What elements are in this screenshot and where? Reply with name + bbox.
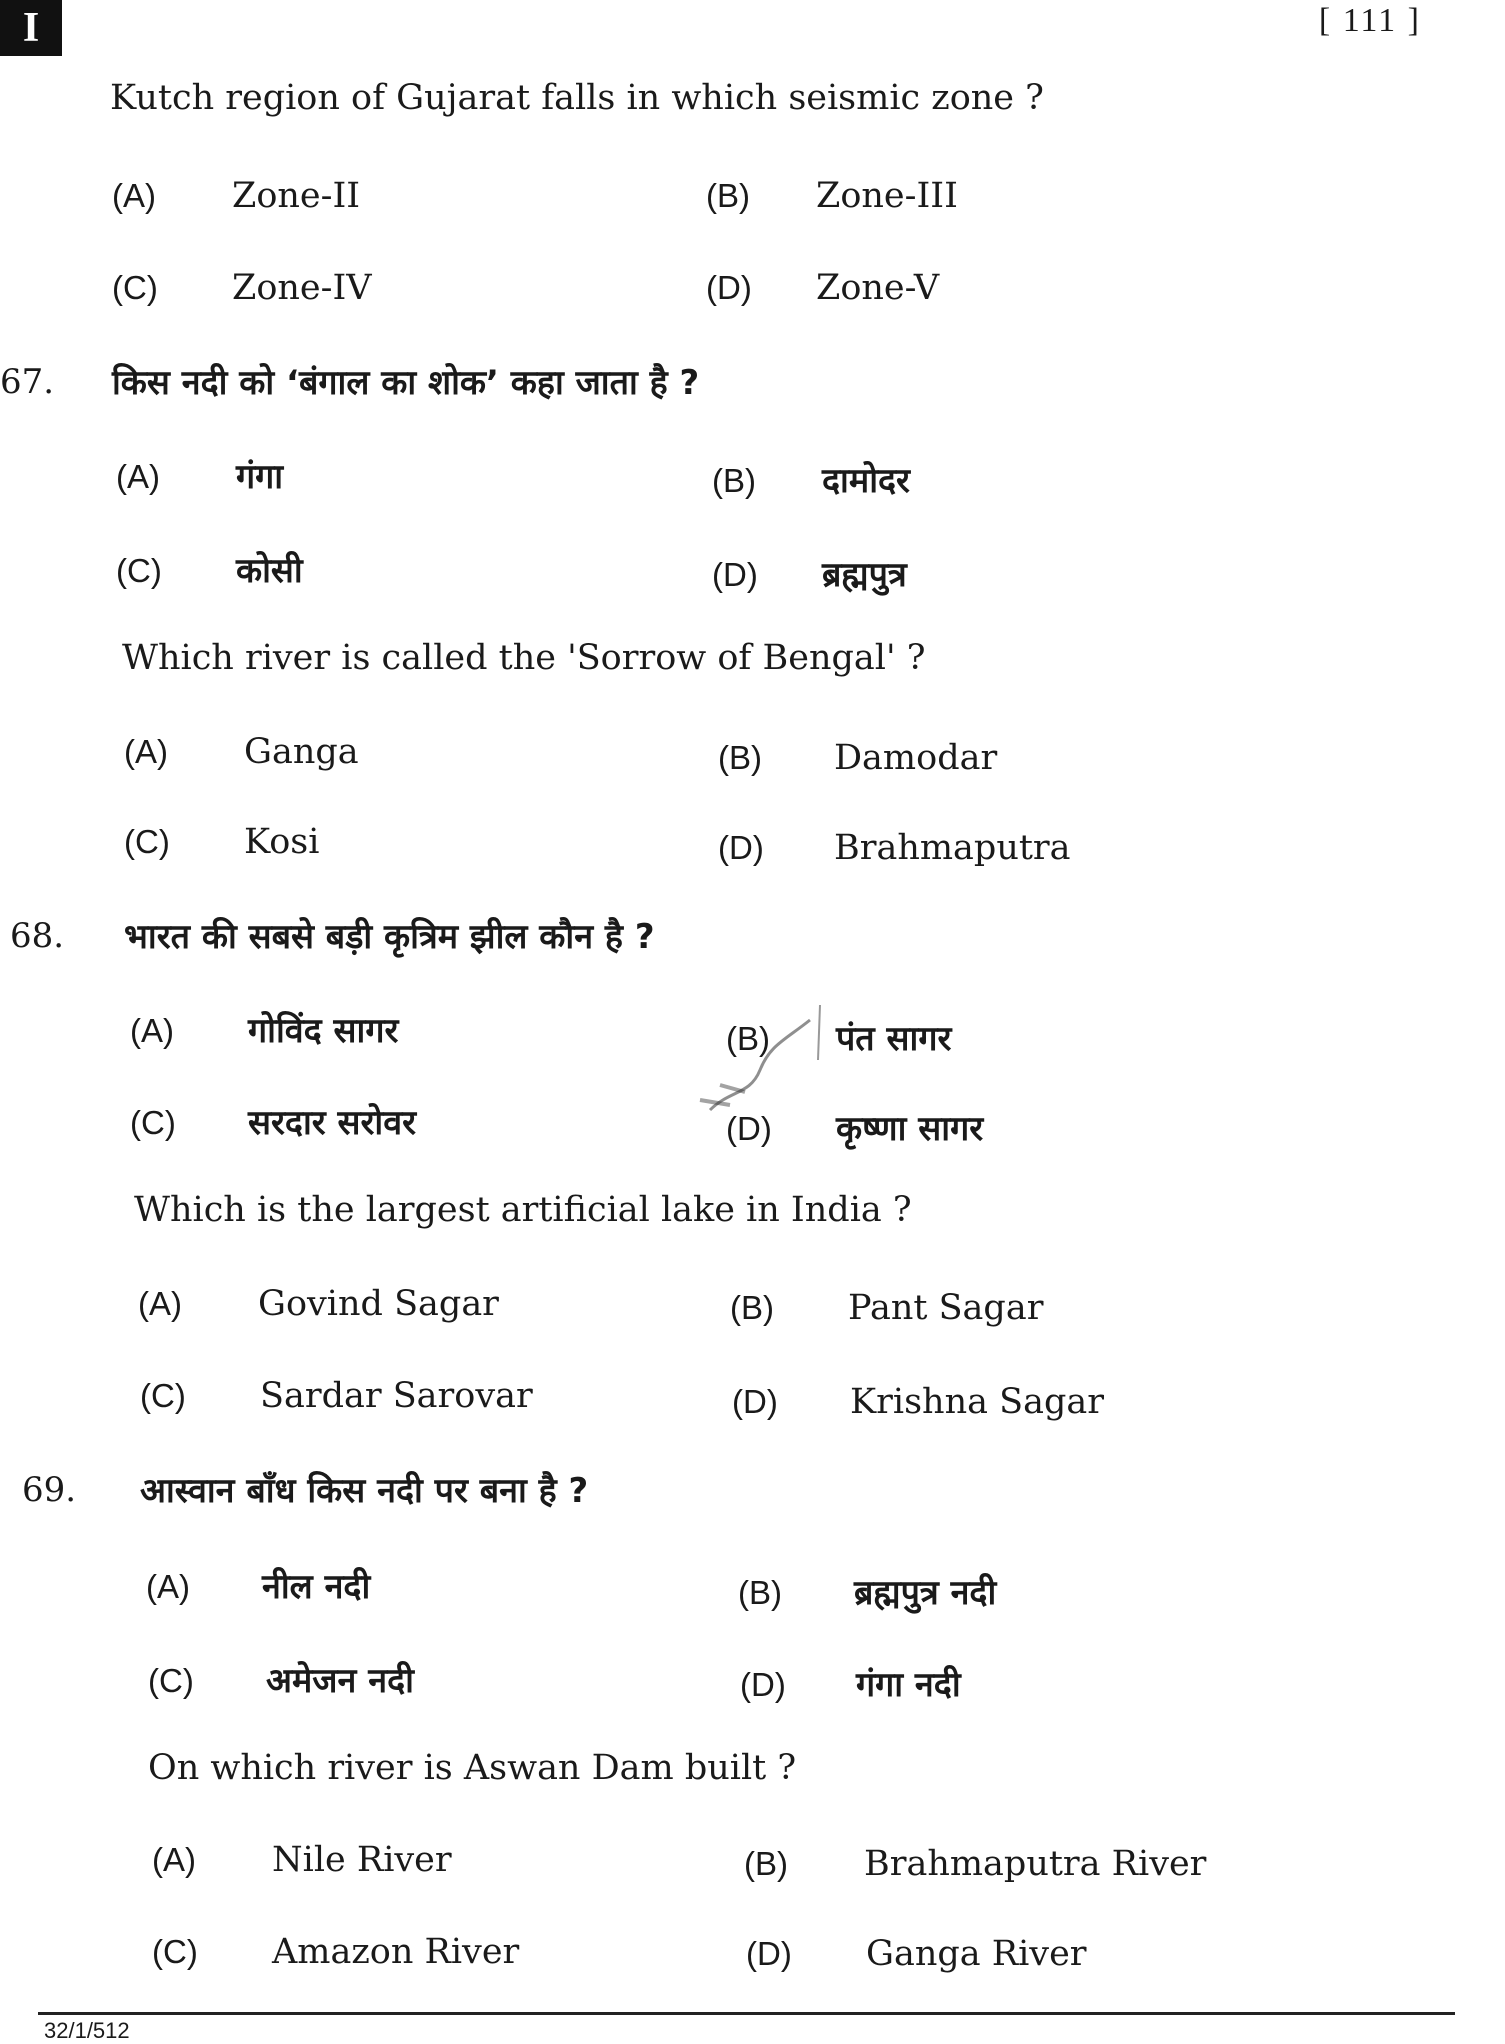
- option-text: Ganga: [244, 732, 359, 772]
- q69-en-option-c[interactable]: [152, 1932, 519, 1972]
- option-text: कृष्णा सागर: [836, 1109, 984, 1149]
- q66-option-a[interactable]: [112, 176, 360, 216]
- q69-hi-option-c[interactable]: [148, 1656, 414, 1702]
- option-text: Zone-III: [816, 176, 958, 216]
- option-text: Damodar: [834, 738, 998, 778]
- q67-en-option-d[interactable]: [718, 828, 1071, 868]
- ink-mark: [690, 1000, 850, 1130]
- section-mark: I: [0, 0, 62, 56]
- option-label: (B): [738, 1574, 782, 1611]
- question-68-hindi: भारत की सबसे बड़ी कृत्रिम झील कौन है ?: [124, 917, 655, 957]
- option-text: Brahmaputra River: [864, 1844, 1207, 1884]
- question-number-67: 67.: [0, 362, 55, 402]
- option-label: (B): [706, 177, 750, 214]
- q69-en-option-a[interactable]: [152, 1840, 452, 1880]
- option-text: ब्रह्मपुत्र नदी: [854, 1573, 997, 1613]
- q66-option-b[interactable]: [706, 176, 958, 216]
- option-label: (C): [116, 552, 162, 589]
- q69-en-option-b[interactable]: [744, 1844, 1206, 1884]
- option-text: Nile River: [272, 1840, 452, 1880]
- option-label: (A): [124, 733, 168, 770]
- option-text: सरदार सरोवर: [248, 1103, 416, 1143]
- q67-en-option-b[interactable]: [718, 738, 997, 778]
- q67-hi-option-c[interactable]: [116, 546, 303, 592]
- option-label: (B): [718, 739, 762, 776]
- option-label: (A): [138, 1285, 182, 1322]
- question-68-english: Which is the largest artificial lake in India ?: [134, 1190, 912, 1230]
- q66-option-d[interactable]: [706, 268, 939, 308]
- footer-rule: [38, 2012, 1455, 2015]
- option-label: (C): [112, 269, 158, 306]
- option-label: (D): [712, 556, 758, 593]
- option-label: (D): [732, 1383, 778, 1420]
- option-text: नील नदी: [262, 1567, 371, 1607]
- option-label: (A): [152, 1841, 196, 1878]
- option-text: Kosi: [244, 822, 320, 862]
- q68-en-option-d[interactable]: [732, 1382, 1104, 1422]
- q69-en-option-d[interactable]: [746, 1934, 1087, 1974]
- question-number-69: 69.: [22, 1470, 77, 1510]
- option-text: Zone-II: [232, 176, 361, 216]
- question-number-68: 68.: [10, 916, 65, 956]
- option-text: गंगा: [236, 457, 284, 497]
- option-text: Sardar Sarovar: [260, 1376, 533, 1416]
- option-text: Pant Sagar: [848, 1288, 1044, 1328]
- option-text: ब्रह्मपुत्र: [822, 555, 907, 595]
- option-text: कोसी: [236, 551, 303, 591]
- q69-hi-option-a[interactable]: [146, 1562, 370, 1608]
- option-label: (C): [140, 1377, 186, 1414]
- option-text: Zone-IV: [232, 268, 372, 308]
- option-label: (A): [130, 1012, 174, 1049]
- option-label: (B): [744, 1845, 788, 1882]
- q67-en-option-c[interactable]: [124, 822, 319, 862]
- option-label: (B): [726, 1020, 770, 1057]
- q67-hi-option-a[interactable]: [116, 452, 283, 498]
- footer-code: 32/1/512: [44, 2018, 130, 2043]
- option-text: Zone-V: [816, 268, 940, 308]
- question-67-english: Which river is called the 'Sorrow of Bengal' ?: [122, 638, 926, 678]
- option-label: (D): [718, 829, 764, 866]
- q68-en-option-c[interactable]: [140, 1376, 533, 1416]
- option-label: (C): [130, 1104, 176, 1141]
- option-label: (C): [124, 823, 170, 860]
- question-66-english: Kutch region of Gujarat falls in which seismic zone ?: [110, 78, 1044, 118]
- option-label: (A): [116, 458, 160, 495]
- q68-en-option-b[interactable]: [730, 1288, 1043, 1328]
- option-text: पंत सागर: [836, 1019, 952, 1059]
- option-label: (D): [706, 269, 752, 306]
- option-label: (B): [712, 462, 756, 499]
- q67-en-option-a[interactable]: [124, 732, 359, 772]
- q68-hi-option-a[interactable]: [130, 1006, 398, 1052]
- option-text: Ganga River: [866, 1934, 1087, 1974]
- page-number: [ 111 ]: [1318, 2, 1421, 39]
- option-text: गंगा नदी: [856, 1665, 961, 1705]
- question-69-english: On which river is Aswan Dam built ?: [148, 1748, 797, 1788]
- q66-option-c[interactable]: [112, 268, 372, 308]
- option-text: Govind Sagar: [258, 1284, 499, 1324]
- q67-hi-option-d[interactable]: [712, 550, 907, 596]
- option-label: (C): [148, 1662, 194, 1699]
- option-label: (C): [152, 1933, 198, 1970]
- option-label: (B): [730, 1289, 774, 1326]
- option-text: अमेजन नदी: [266, 1661, 414, 1701]
- option-text: Brahmaputra: [834, 828, 1071, 868]
- q68-hi-option-c[interactable]: [130, 1098, 416, 1144]
- option-text: Amazon River: [272, 1932, 520, 1972]
- q69-hi-option-b[interactable]: [738, 1568, 996, 1614]
- option-text: Krishna Sagar: [850, 1382, 1104, 1422]
- q68-en-option-a[interactable]: [138, 1284, 499, 1324]
- option-label: (A): [146, 1568, 190, 1605]
- option-text: गोविंद सागर: [248, 1011, 399, 1051]
- option-text: दामोदर: [822, 461, 910, 501]
- option-label: (D): [726, 1110, 772, 1147]
- question-67-hindi: किस नदी को ‘बंगाल का शोक’ कहा जाता है ?: [112, 363, 700, 403]
- option-label: (D): [740, 1666, 786, 1703]
- option-label: (D): [746, 1935, 792, 1972]
- q67-hi-option-b[interactable]: [712, 456, 910, 502]
- option-label: (A): [112, 177, 156, 214]
- question-69-hindi: आस्वान बाँध किस नदी पर बना है ?: [140, 1471, 589, 1511]
- q69-hi-option-d[interactable]: [740, 1660, 961, 1706]
